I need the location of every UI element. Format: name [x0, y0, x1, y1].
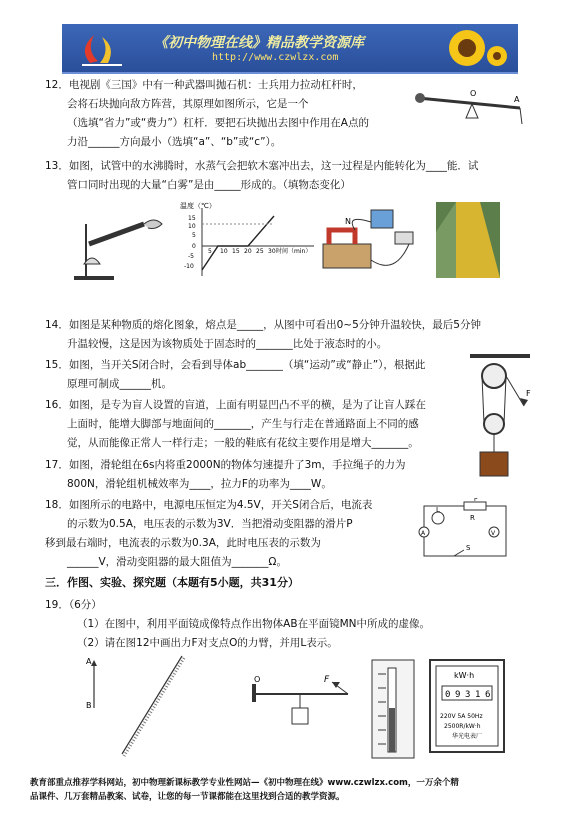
q19-line: （2）请在图12中画出力F对支点O的力臂，并用L表示。	[77, 637, 338, 649]
site-logo-icon	[72, 29, 132, 67]
graph-xtick: 30	[268, 248, 276, 255]
lever-o-label: O	[470, 89, 477, 98]
section-3-heading: 三．作图、实验、探究题（本题有5小题，共31分）	[45, 576, 299, 589]
q18-line: ______V，滑动变阻器的最大阻值为_______Ω。	[67, 556, 287, 568]
q13-line: 13．如图，试管中的水沸腾时，水蒸气会把软木塞冲出去，这一过程是内能转化为____能．试	[45, 160, 479, 172]
q16-line: 觉，从而能像正常人一样行走；一般的鞋底有花纹主要作用是增大_______。	[67, 437, 419, 449]
electromagnet-circuit-figure	[315, 204, 425, 284]
graph-ytick: 0	[192, 243, 196, 250]
q14-line: 14．如图是某种物质的熔化图象，熔点是_____，从图中可看出0~5分钟升温较快，最后5分钟	[45, 319, 481, 331]
footer	[30, 776, 560, 804]
circuit-a-label: A	[421, 530, 426, 537]
circuit-p-label: P	[474, 498, 478, 503]
q13-line: 管口同时出现的大量“白雾”是由_____形成的。（填物态变化）	[67, 179, 351, 191]
q14-line: 升温较慢，这是因为该物质处于固态时的_______比处于液态时的小。	[67, 338, 388, 350]
q12-line: （选填“省力”或“费力”）杠杆．要把石块抛出去图中作用在A点的	[67, 117, 369, 129]
q19-line: （1）在图中，利用平面镜成像特点作出物体AB在平面镜MN中所成的虚像。	[77, 618, 430, 630]
q18-line: 18．如图所示的电路中，电源电压恒定为4.5V，开关S闭合后，电流表	[45, 499, 373, 511]
graph-xtick: 10	[220, 248, 228, 255]
q12-line: 力沿______方向最小（选填“a”、“b”或“c”）。	[67, 136, 282, 148]
thermometer-figure	[370, 658, 416, 760]
meter-digit: 9	[455, 690, 461, 700]
graph-ytick: 15	[188, 215, 196, 222]
q12-line: 12．电视剧《三国》中有一种武器叫抛石机：士兵用力拉动杠杆时，	[45, 79, 363, 91]
q17-line: 800N，滑轮组机械效率为____，拉力F的功率为____W。	[67, 478, 332, 490]
meter-rev: 2500R/kW·h	[444, 723, 481, 730]
mirror-figure	[84, 654, 194, 758]
question-15	[45, 356, 475, 394]
meter-digit: 6	[485, 690, 491, 700]
meter-digit: 1	[475, 690, 481, 700]
melting-graph	[178, 200, 318, 280]
circuit-r-label: R	[470, 514, 475, 522]
question-14	[45, 316, 525, 354]
electricity-meter-figure	[428, 658, 506, 754]
question-13	[45, 157, 525, 195]
meter-spec: 220V 5A 50Hz	[440, 713, 483, 720]
magnet-n-label: N	[345, 217, 351, 226]
mirror-a-label: A	[86, 657, 92, 666]
circuit-v-label: V	[491, 530, 496, 537]
header-url[interactable]: http://www.czwlzx.com	[212, 52, 339, 63]
graph-ytick: 5	[192, 232, 196, 239]
graph-xtick: 20	[244, 248, 252, 255]
question-17	[45, 456, 465, 494]
meter-digit: 0	[445, 690, 451, 700]
lever-fig12	[248, 674, 358, 744]
graph-ytick: -10	[184, 263, 194, 270]
graph-ytick: 10	[188, 223, 196, 230]
q19-head: 19．（6分）	[45, 599, 102, 611]
q18-line: 的示数为0.5A，电压表的示数为3V．当把滑动变阻器的滑片P	[67, 518, 353, 530]
q15-line: 原理可制成______机。	[67, 378, 172, 390]
mirror-b-label: B	[86, 701, 92, 710]
graph-ylabel: 温度（℃）	[180, 202, 216, 210]
meter-maker: 华光电表厂	[452, 733, 483, 740]
q16-line: 16．如图，是专为盲人设置的盲道，上面有明显凹凸不平的横，是为了让盲人踩在	[45, 399, 426, 411]
lever-a-label: A	[514, 95, 520, 104]
q16-line: 上面时，能增大脚部与地面间的_______，产生与行走在普通路面上不同的感	[67, 418, 419, 430]
sunflower-icon	[422, 26, 512, 70]
circuit-s-label: S	[466, 544, 471, 552]
q12-line: 会将石块抛向敌方阵营，其原理如图所示，它是一个	[67, 98, 309, 110]
question-16	[45, 396, 475, 453]
header-title: 《初中物理在线》精品教学资源库	[154, 35, 364, 51]
footer-line: 品课件、几万套精品教案、试卷，让您的每一节课都能在这里找到合适的教学资源。	[30, 792, 345, 802]
question-12	[45, 76, 425, 152]
fig12-f-label: F	[324, 675, 330, 685]
q18-line: 移到最右端时，电流表的示数为0.3A，此时电压表的示数为	[45, 537, 321, 549]
catapult-lever-figure	[410, 82, 530, 132]
footer-line: 教育部重点推荐学科网站，初中物理新课标教学专业性网站—《初中物理在线》www.czwlzx.com，一万余个精	[30, 778, 459, 788]
circuit-l-label: L	[436, 506, 440, 514]
header-banner	[62, 24, 518, 74]
fig12-o-label: O	[254, 675, 261, 684]
q15-line: 15．如图，当开关S闭合时，会看到导体ab_______（填“运动”或“静止”），根据此	[45, 359, 426, 371]
question-18	[45, 496, 425, 572]
meter-title: kW·h	[454, 671, 475, 680]
q17-line: 17．如图，滑轮组在6s内将重2000N的物体匀速提升了3m，手拉绳子的力为	[45, 459, 406, 471]
tactile-paving-photo	[436, 202, 500, 278]
pulley-system-figure	[466, 354, 538, 480]
meter-digit: 3	[465, 690, 471, 700]
graph-xlabel: 时间（min）	[276, 248, 312, 255]
graph-xtick: 15	[232, 248, 240, 255]
pulley-f-label: F	[526, 389, 531, 398]
graph-xtick: 5	[208, 248, 212, 255]
graph-xtick: 25	[256, 248, 264, 255]
graph-ytick: -5	[188, 253, 194, 260]
question-19	[45, 596, 525, 653]
test-tube-boiling-figure	[64, 204, 174, 284]
circuit-diagram	[414, 498, 514, 564]
